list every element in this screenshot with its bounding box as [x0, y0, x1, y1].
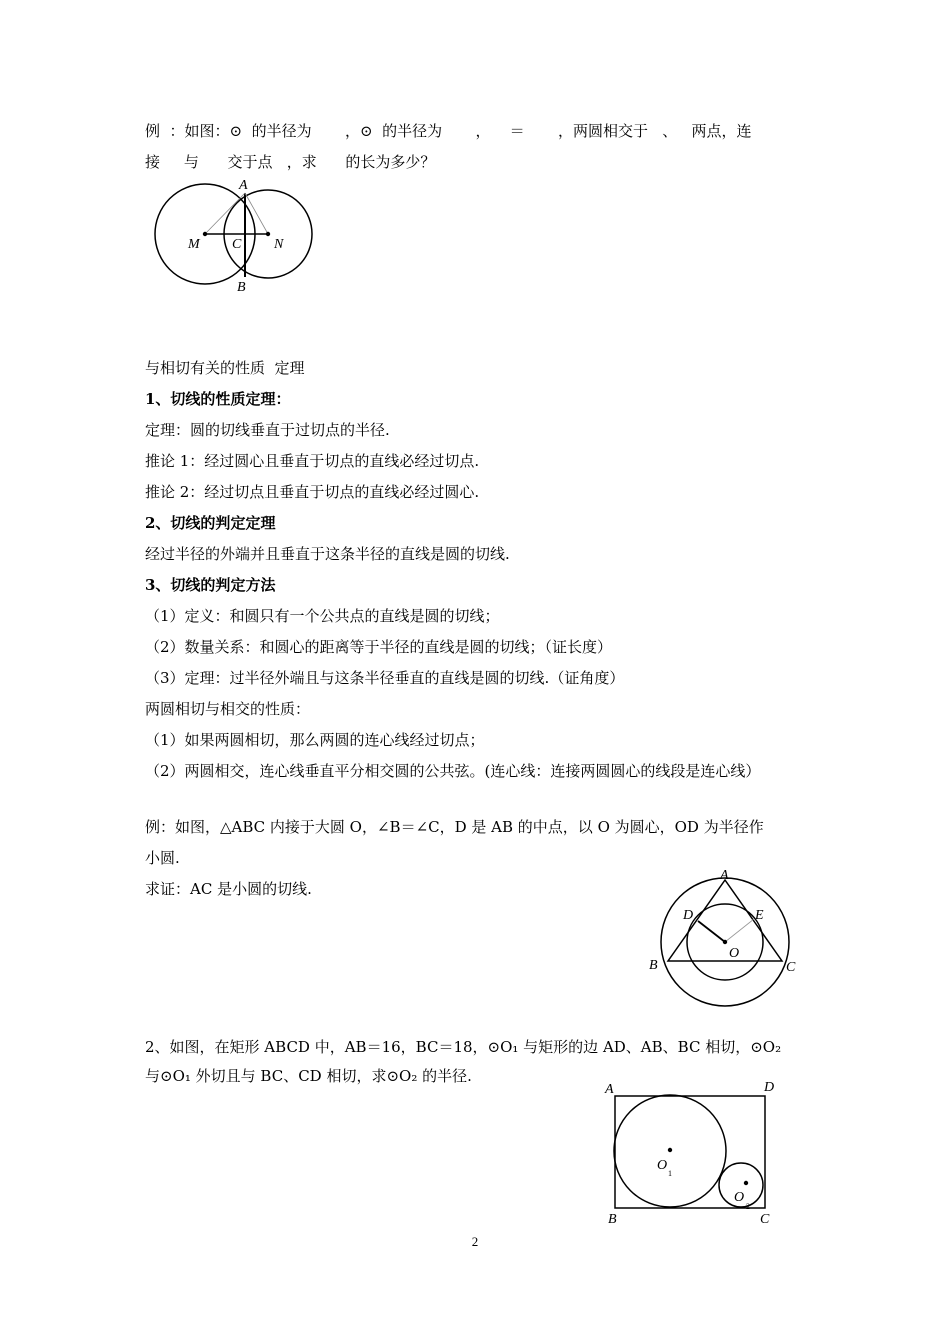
example3-line2: 与⊙O₁ 外切且与 BC、CD 相切，求⊙O₂ 的半径.: [145, 1067, 472, 1085]
label-o: O: [729, 946, 740, 961]
label-a: A: [605, 1082, 614, 1097]
item2-title: 2、切线的判定定理: [145, 514, 276, 532]
label-o1-sub: 1: [668, 1169, 672, 1178]
rectangle-circles-figure: [600, 1075, 785, 1230]
example3-line1: 2、如图，在矩形 ABCD 中，AB＝16，BC＝18，⊙O₁ 与矩形的边 AD、AB、BC 相切，⊙O₂: [145, 1038, 782, 1056]
method3-text: （3）定理：过半径外端且与这条半径垂直的直线是圆的切线.（证角度）: [145, 669, 625, 687]
label-c: C: [232, 237, 242, 252]
segment-na: [245, 193, 268, 234]
label-m: M: [188, 237, 200, 252]
example2-line3: 求证：AC 是小圆的切线.: [145, 880, 312, 898]
corollary2-text: 推论 2：经过切点且垂直于切点的直线必经过圆心.: [145, 483, 480, 501]
label-o2-sub: 2: [746, 1202, 750, 1211]
label-d: D: [764, 1080, 775, 1095]
label-b: B: [608, 1212, 617, 1227]
label-b: B: [649, 958, 658, 973]
label-b: B: [237, 280, 246, 295]
prop1-text: （1）如果两圆相切，那么两圆的连心线经过切点；: [145, 731, 485, 749]
theorem-text: 定理：圆的切线垂直于过切点的半径.: [145, 421, 390, 439]
method1-text: （1）定义：和圆只有一个公共点的直线是圆的切线；: [145, 607, 500, 625]
triangle-circles-figure: [645, 865, 805, 1015]
label-e: E: [755, 908, 764, 923]
label-c: C: [760, 1212, 770, 1227]
point-m: [203, 232, 207, 236]
point-o2: [744, 1181, 748, 1185]
example2-line1: 例：如图，△ABC 内接于大圆 O，∠B＝∠C，D 是 AB 的中点，以 O 为圆心，OD 为半径作: [145, 818, 764, 836]
point-n: [266, 232, 270, 236]
radius-oe: [725, 919, 754, 942]
item3-title: 3、切线的判定方法: [145, 576, 276, 594]
item1-title: 1、切线的性质定理：: [145, 390, 291, 408]
intersecting-circles-figure: [150, 174, 320, 298]
item2-text: 经过半径的外端并且垂直于这条半径的直线是圆的切线.: [145, 545, 510, 563]
corollary1-text: 推论 1：经过圆心且垂直于切点的直线必经过切点.: [145, 452, 480, 470]
label-n: N: [274, 237, 284, 252]
page-number: 2: [471, 1234, 479, 1249]
label-o2: O: [734, 1190, 745, 1205]
example1-line1: 例 ：如图：⊙ 的半径为 ，⊙ 的半径为 ， ＝ ，两圆相交于 、 两点，连: [145, 122, 752, 140]
radius-od: [698, 921, 725, 942]
prop2-text: （2）两圆相交，连心线垂直平分相交圆的公共弦。(连心线：连接两圆圆心的线段是连心线）: [145, 762, 761, 780]
section-heading: 与相切有关的性质 定理: [145, 359, 305, 377]
label-d: D: [683, 908, 694, 923]
point-o: [723, 940, 727, 944]
label-c: C: [786, 960, 796, 975]
label-a: A: [720, 868, 729, 883]
label-o1: O: [657, 1158, 668, 1173]
label-a: A: [239, 178, 248, 193]
example1-line2: 接 与 交于点 ，求 的长为多少？: [145, 153, 436, 171]
two-circles-title: 两圆相切与相交的性质：: [145, 700, 311, 718]
method2-text: （2）数量关系：和圆心的距离等于半径的直线是圆的切线；（证长度）: [145, 638, 613, 656]
example2-line2: 小圆.: [145, 849, 180, 867]
point-o1: [668, 1148, 672, 1152]
